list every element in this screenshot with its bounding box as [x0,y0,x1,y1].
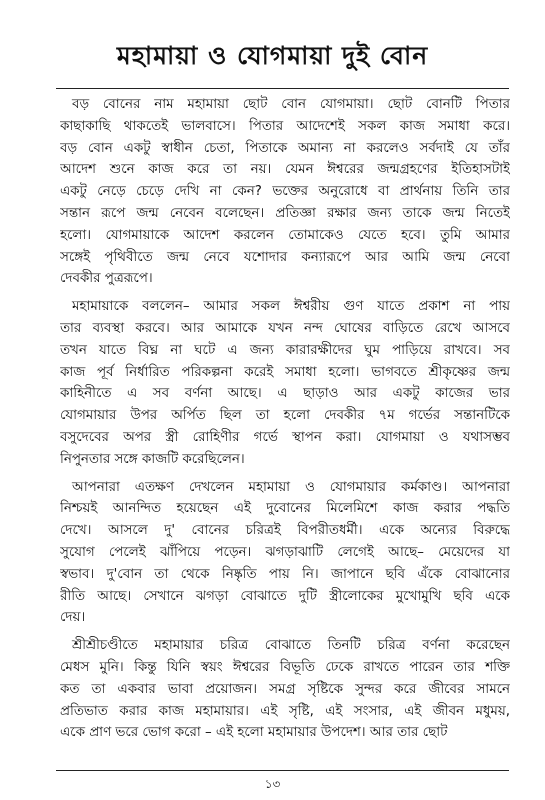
text-line: সন্তান রূপে জন্ম নেবেন বলেছেন। প্রতিজ্ঞা রক্ষার জন্য তাকে জন্ম নিতেই [60,205,510,221]
text-line: স্বভাব। দু'বোন তা থেকে নিষ্কৃতি পায় নি। জাপানে ছবি এঁকে বোঝানোর [60,566,510,582]
text-line: বসুদেবের অপর স্ত্রী রোহিণীর গর্ভে স্থাপন করা। যোগমায়া ও যথাসম্ভব [60,429,510,445]
text-line: রীতি আছে। সেখানে ঝগড়া বোঝাতে দুটি স্ত্রীলোকের মুখোমুখি ছবি একে [60,588,510,604]
text-line: দেবকীর পুত্ররূপে। [60,271,153,287]
text-line: তার ব্যবস্থা করবে। আর আমাকে যখন নন্দ ঘোষের বাড়িতে রেখে আসবে [60,320,510,336]
page-number: ১৩ [264,777,281,791]
text-line: আদেশ শুনে কাজ করে তা নয়। যেমন ঈশ্বরের জন্মগ্রহণের ইতিহাসটাই [60,162,510,178]
footer-divider [56,770,509,771]
text-line: নিপুনতার সঙ্গে কাজটি করেছিলেন। [60,451,245,467]
paragraph [60,635,510,744]
text-line: মহামায়াকে বললেন– আমার সকল ঈশ্বরীয় গুণ যাতে প্রকাশ না পায় [72,299,510,315]
text-line: বড় বোন একটু স্বাধীন চেতা, পিতাকে অমান্য না করলেও সর্বদাই যে তাঁর [60,140,510,156]
paragraph [60,296,510,470]
page-title: মহামায়া ও যোগমায়া দুই বোন [116,41,429,70]
paragraph [60,94,510,290]
text-line: একে প্রাণ ভরে ভোগ করো – এই হলো মহামায়ার উপদেশ। আর তার ছোট [60,725,448,741]
text-line: তখন যাতে বিঘ্ন না ঘটে এ জন্য কারারক্ষীদের ঘুম পাড়িয়ে রাখবে। সব [60,342,510,358]
text-line: দেখে। আসলে দু' বোনের চরিত্রই বিপরীতধর্মী। একে অন্যের বিরুদ্ধে [60,523,510,539]
text-line: যোগমায়ার উপর অর্পিত ছিল তা হলো দেবকীর ৭ম গর্ভের সন্তানটিকে [60,408,510,424]
text-line: শ্রীশ্রীচণ্ডীতে মহামায়ার চরিত্র বোঝাতে তিনটি চরিত্র বর্ণনা করেছেন [72,638,510,654]
text-line: কত তা একবার ভাবা প্রয়োজন। সমগ্র সৃষ্টিকে সুন্দর করে জীবের সামনে [60,681,510,697]
text-line: সঙ্গেই পৃথিবীতে জন্ম নেবে যশোদার কন্যারূপে আর আমি জন্ম নেবো [60,249,510,265]
text-line: একটু নেড়ে চেড়ে দেখি না কেন? ভক্তের অনুরোধে বা প্রার্থনায় তিনি তার [60,184,510,200]
text-line: বড় বোনের নাম মহামায়া ছোট বোন যোগমায়া। ছোট বোনটি পিতার [72,97,510,112]
text-line: কাছাকাছি থাকতেই ভালবাসে। পিতার আদেশেই সকল কাজ সমাধা করে। [60,118,510,134]
text-line: নিশ্চয়ই আনন্দিত হয়েছেন এই দুবোনের মিলেমিশে কাজ করার পদ্ধতি [60,501,510,517]
text-line: কাজ পূর্ব নির্ধারিত পরিকল্পনা করেই সমাধা হলো। ভাগবতে শ্রীকৃষ্ণের জন্ম [60,364,510,380]
paragraph [60,477,510,630]
text-line: সুযোগ পেলেই ঝাঁপিয়ে পড়েন। ঝগড়াঝাটি লেগেই আছে– মেয়েদের যা [60,544,510,560]
body-text [60,94,510,750]
text-line: মেধস মুনি। কিন্তু যিনি স্বয়ং ঈশ্বরের বিভূতি ঢেকে রাখতে পারেন তার শক্তি [60,659,510,675]
text-line: দেয়। [60,610,86,626]
title-divider [56,88,509,89]
text-line: আপনারা এতক্ষণ দেখলেন মহামায়া ও যোগমায়ার কর্মকাণ্ড। আপনারা [72,479,510,495]
text-line: প্রতিভাত করার কাজ মহামায়ার। এই সৃষ্টি, এই সংসার, এই জীবন মধুময়, [60,703,510,719]
text-line: কাহিনীতে এ সব বর্ণনা আছে। এ ছাড়াও আর একটু কাজের ভার [60,386,510,402]
text-line: হলো। যোগমায়াকে আদেশ করলেন তোমাকেও যেতে হবে। তুমি আমার [60,227,510,243]
